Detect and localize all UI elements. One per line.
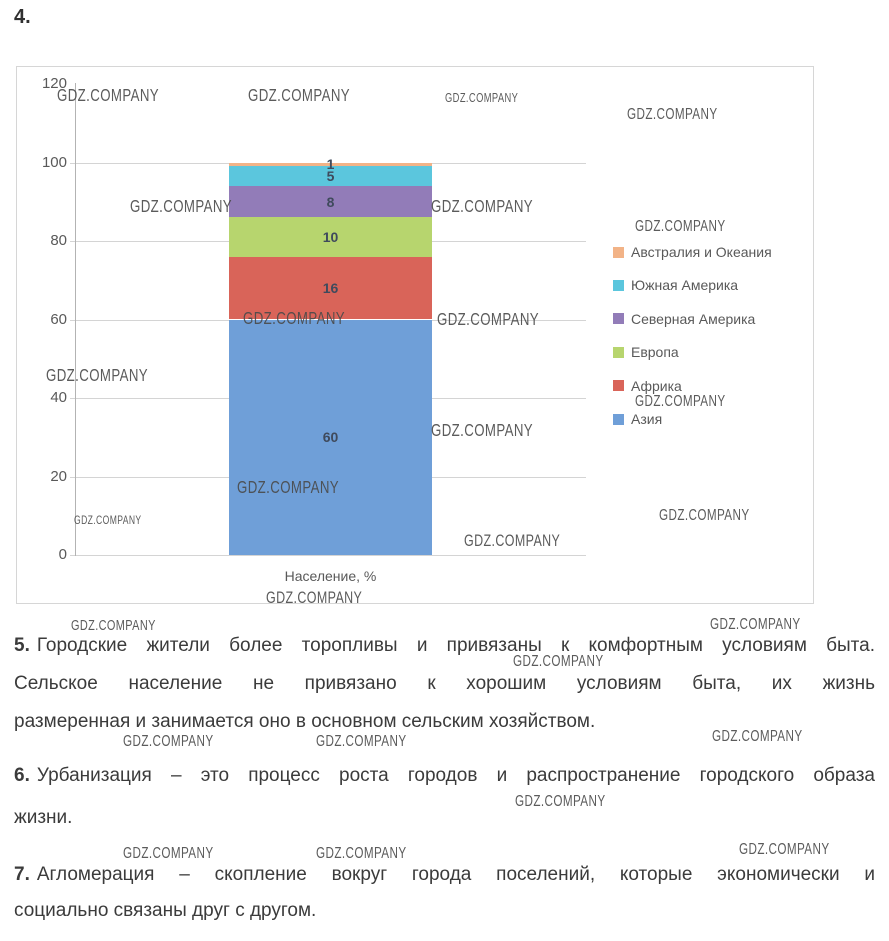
- answer-6: [14, 755, 875, 839]
- watermark: GDZ.COMPANY: [437, 309, 540, 330]
- answer-line: [14, 755, 875, 797]
- bar-segment-label: 10: [322, 229, 339, 246]
- watermark: GDZ.COMPANY: [431, 196, 534, 217]
- answer-text: Городские жители более торопливы и привязаны к комфортным условиям быта.: [36, 635, 875, 656]
- legend-swatch: [613, 380, 624, 391]
- legend-item: [613, 411, 662, 427]
- watermark: GDZ.COMPANY: [659, 506, 750, 525]
- x-axis-label: Население, %: [284, 568, 377, 584]
- watermark: GDZ.COMPANY: [445, 90, 519, 106]
- watermark: GDZ.COMPANY: [431, 420, 534, 441]
- watermark: GDZ.COMPANY: [123, 732, 214, 751]
- bar-segment-label: 8: [326, 193, 335, 210]
- watermark: GDZ.COMPANY: [627, 105, 718, 124]
- watermark: GDZ.COMPANY: [316, 844, 407, 863]
- watermark: GDZ.COMPANY: [710, 615, 801, 634]
- legend-swatch: [613, 280, 624, 291]
- answer-number: 6.: [14, 765, 30, 786]
- watermark: GDZ.COMPANY: [266, 589, 363, 608]
- gridline: [70, 555, 586, 556]
- y-tick-label: 40: [50, 389, 67, 406]
- answer-line: Сельское население не привязано к хорошим условиям быта, их жизнь: [14, 673, 875, 694]
- watermark: GDZ.COMPANY: [74, 514, 142, 528]
- bar-segment-label: 1: [326, 156, 335, 173]
- watermark: GDZ.COMPANY: [635, 217, 726, 236]
- watermark: GDZ.COMPANY: [71, 616, 156, 634]
- watermark: GDZ.COMPANY: [57, 85, 160, 106]
- bar-segment-label: 5: [326, 168, 335, 185]
- legend-label: Северная Америка: [631, 310, 756, 327]
- watermark: GDZ.COMPANY: [243, 308, 346, 329]
- y-tick-label: 0: [58, 546, 67, 563]
- answer-number: 7.: [14, 864, 30, 885]
- legend-swatch: [613, 414, 624, 425]
- question-4-label: 4.: [14, 6, 31, 28]
- y-tick-label: 20: [50, 467, 67, 485]
- watermark: GDZ.COMPANY: [123, 844, 214, 863]
- answer-line: социально связаны друг с другом.: [14, 900, 317, 921]
- watermark: GDZ.COMPANY: [739, 840, 830, 859]
- legend-swatch: [613, 247, 624, 258]
- legend-item: [613, 378, 682, 394]
- answer-5: [14, 627, 875, 741]
- watermark: GDZ.COMPANY: [712, 727, 803, 746]
- legend-label: Южная Америка: [631, 277, 739, 294]
- watermark: GDZ.COMPANY: [464, 532, 561, 551]
- legend-item: [613, 244, 772, 260]
- y-axis-line: [75, 83, 76, 556]
- answer-text: Агломерация – скопление вокруг города поселений, которые экономически и: [36, 864, 875, 885]
- y-tick-label: 120: [41, 75, 67, 92]
- watermark: GDZ.COMPANY: [316, 732, 407, 751]
- legend-label: Австралия и Океания: [631, 244, 772, 260]
- legend-item: [613, 311, 755, 327]
- legend-swatch: [613, 347, 624, 358]
- legend-label: Африка: [631, 377, 682, 394]
- y-tick-label: 80: [50, 232, 67, 249]
- legend-label: Европа: [631, 344, 679, 361]
- bar-segment-label: 60: [322, 429, 339, 446]
- legend-item: [613, 344, 679, 360]
- watermark: GDZ.COMPANY: [515, 792, 606, 811]
- y-tick-label: 60: [50, 310, 67, 328]
- answer-line: размеренная и занимается оно в основном сельским хозяйством.: [14, 711, 596, 732]
- answer-text: Урбанизация – это процесс роста городов и распространение городского образа: [36, 765, 875, 786]
- legend-swatch: [613, 313, 624, 324]
- answer-number: 5.: [14, 635, 30, 656]
- watermark: GDZ.COMPANY: [130, 196, 233, 217]
- y-tick-label: 100: [41, 153, 67, 171]
- bar-segment-label: 16: [322, 280, 339, 297]
- watermark: GDZ.COMPANY: [513, 652, 604, 671]
- watermark: GDZ.COMPANY: [248, 85, 351, 106]
- legend-item: [613, 277, 738, 293]
- watermark: GDZ.COMPANY: [635, 392, 726, 411]
- answer-line: жизни.: [14, 807, 73, 828]
- watermark: GDZ.COMPANY: [237, 477, 340, 498]
- legend-label: Азия: [631, 411, 663, 427]
- answer-7: [14, 857, 875, 929]
- watermark: GDZ.COMPANY: [46, 365, 149, 386]
